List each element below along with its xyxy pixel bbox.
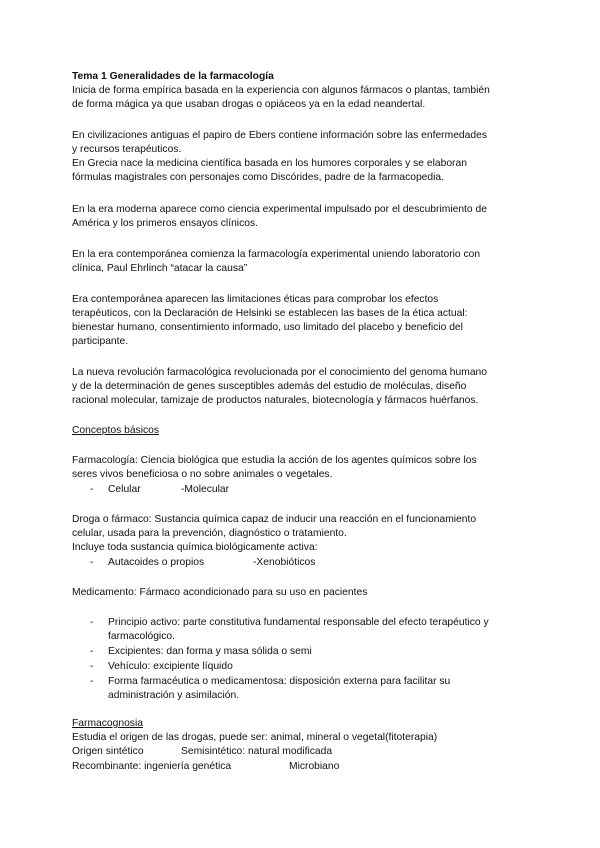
farmacognosia-heading: Farmacognosia xyxy=(72,718,143,729)
ethics-line-3: bienestar humano, consentimiento informado, uso limitado del placebo y beneficio del xyxy=(72,322,463,333)
revolution-line-3: racional molecular, tamizaje de productos naturales, biotecnología y fármacos huérfanos. xyxy=(72,395,479,406)
intro-line-1: Inicia de forma empírica basada en la experiencia con algunos fármacos o plantas, también xyxy=(72,85,490,96)
contemporary-line-2: clínica, Paul Ehrlinch “atacar la causa” xyxy=(72,263,248,274)
document-title: Tema 1 Generalidades de la farmacología xyxy=(72,71,274,82)
list-dash: - xyxy=(90,617,94,628)
revolution-line-2: y de la determinación de genes susceptibles además del estudio de moléculas, diseño xyxy=(72,381,467,392)
farmacologia-line-2: seres vivos beneficiosa o no sobre animales o vegetales. xyxy=(72,469,333,480)
farmacognosia-line: Estudia el origen de las drogas, puede ser: animal, mineral o vegetal(fitoterapia) xyxy=(72,732,438,743)
list-dash: - xyxy=(90,484,94,495)
list-dash: - xyxy=(90,661,94,672)
list-item-forma-farmaceutica-cont: administración y asimilación. xyxy=(108,690,240,701)
droga-line-3: Incluye toda sustancia química biológicamente activa: xyxy=(72,542,318,553)
revolution-line-1: La nueva revolución farmacológica revolucionada por el conocimiento del genoma humano xyxy=(72,367,487,378)
list-item-molecular: -Molecular xyxy=(181,484,230,495)
list-item-xenobioticos: -Xenobióticos xyxy=(253,557,316,568)
ancient-line-3: En Grecia nace la medicina científica basada en los humores corporales y se elaboran xyxy=(72,158,467,169)
microbiano: Microbiano xyxy=(289,761,340,772)
ethics-line-2: terapéuticos, con la Declaración de Helsinki se establecen las bases de la ética actual: xyxy=(72,308,468,319)
ancient-line-1: En civilizaciones antiguas el papiro de Ebers contiene información sobre las enfermedades xyxy=(72,130,487,141)
medicamento-line: Medicamento: Fármaco acondicionado para su uso en pacientes xyxy=(72,587,368,598)
list-item-autacoides: Autacoides o propios xyxy=(108,557,205,568)
modern-line-1: En la era moderna aparece como ciencia experimental impulsado por el descubrimiento de xyxy=(72,204,487,215)
list-dash: - xyxy=(90,676,94,687)
origen-sintetico: Origen sintético xyxy=(72,746,144,757)
list-dash: - xyxy=(90,646,94,657)
list-dash: - xyxy=(90,557,94,568)
recombinante: Recombinante: ingeniería genética xyxy=(72,761,232,772)
list-item-celular: Celular xyxy=(108,484,141,495)
droga-line-2: celular, usada para la prevención, diagnóstico o tratamiento. xyxy=(72,528,347,539)
list-item-principio-activo-cont: farmacológico. xyxy=(108,631,175,642)
modern-line-2: América y los primeros ensayos clínicos. xyxy=(72,218,258,229)
ethics-line-4: participante. xyxy=(72,336,129,347)
ethics-line-1: Era contemporánea aparecen las limitaciones éticas para comprobar los efectos xyxy=(72,294,439,305)
conceptos-heading: Conceptos básicos xyxy=(72,425,160,436)
farmacologia-line-1: Farmacología: Ciencia biológica que estudia la acción de los agentes químicos sobre los xyxy=(72,455,477,466)
list-item-principio-activo: Principio activo: parte constitutiva fundamental responsable del efecto terapéutico y xyxy=(108,617,489,628)
list-item-forma-farmaceutica: Forma farmacéutica o medicamentosa: disposición externa para facilitar su xyxy=(108,676,451,687)
list-item-vehiculo: Vehículo: excipiente líquido xyxy=(108,661,233,672)
origen-semisintetico: Semisintético: natural modificada xyxy=(181,746,333,757)
ancient-line-4: fórmulas magistrales con personajes como Discórides, padre de la farmacopedia. xyxy=(72,172,445,183)
list-item-excipientes: Excipientes: dan forma y masa sólida o semi xyxy=(108,646,312,657)
droga-line-1: Droga o fármaco: Sustancia química capaz de inducir una reacción en el funcionamiento xyxy=(72,514,477,525)
contemporary-line-1: En la era contemporánea comienza la farmacología experimental uniendo laboratorio con xyxy=(72,249,481,260)
intro-line-2: de forma mágica ya que usaban drogas o opiáceos ya en la edad neandertal. xyxy=(72,99,426,110)
ancient-line-2: y recursos terapéuticos. xyxy=(72,144,182,155)
